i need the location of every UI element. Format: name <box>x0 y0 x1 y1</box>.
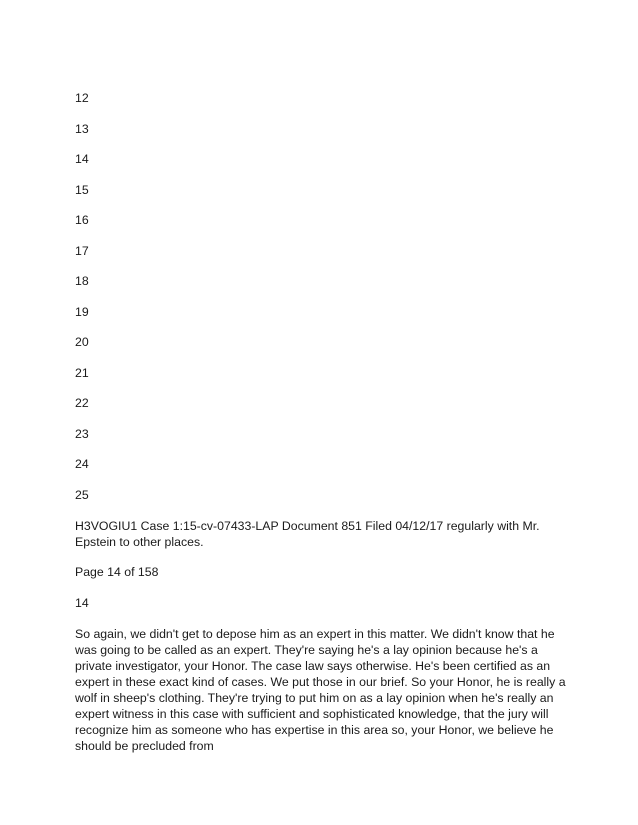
page-label: Page 14 of 158 <box>75 565 159 579</box>
header-text: H3VOGIU1 Case 1:15-cv-07433-LAP Document 851 Filed 04/12/17 regularly with Mr. Epstein to other places. <box>75 519 540 549</box>
page-number: 14 <box>75 596 89 610</box>
line-number: 18 <box>75 274 89 288</box>
line-number: 15 <box>75 183 89 197</box>
line-number: 24 <box>75 457 89 471</box>
line-number: 17 <box>75 244 89 258</box>
line-number: 14 <box>75 152 89 166</box>
line-number: 23 <box>75 427 89 441</box>
body-paragraph: So again, we didn't get to depose him as an expert in this matter. We didn't know that he was going to be called as an expert. They're saying he's a lay opinion because he's a private investigator, your Honor. The case law says otherwise. He's been certified as an expert in these exact kind of cases. We put those in our brief. So your Honor, he is really a wolf in sheep's clothing. They're trying to put him on as a lay opinion when he's really an expert witness in this case with sufficient and sophisticated knowledge, that the jury will recognize him as someone who has expertise in this area so, your Honor, we believe he should be precluded from <box>75 627 566 753</box>
line-number: 25 <box>75 488 89 502</box>
line-number: 12 <box>75 91 89 105</box>
line-number: 21 <box>75 366 89 380</box>
line-number: 22 <box>75 396 89 410</box>
line-number: 16 <box>75 213 89 227</box>
line-number: 20 <box>75 335 89 349</box>
line-number: 13 <box>75 122 89 136</box>
line-number: 19 <box>75 305 89 319</box>
